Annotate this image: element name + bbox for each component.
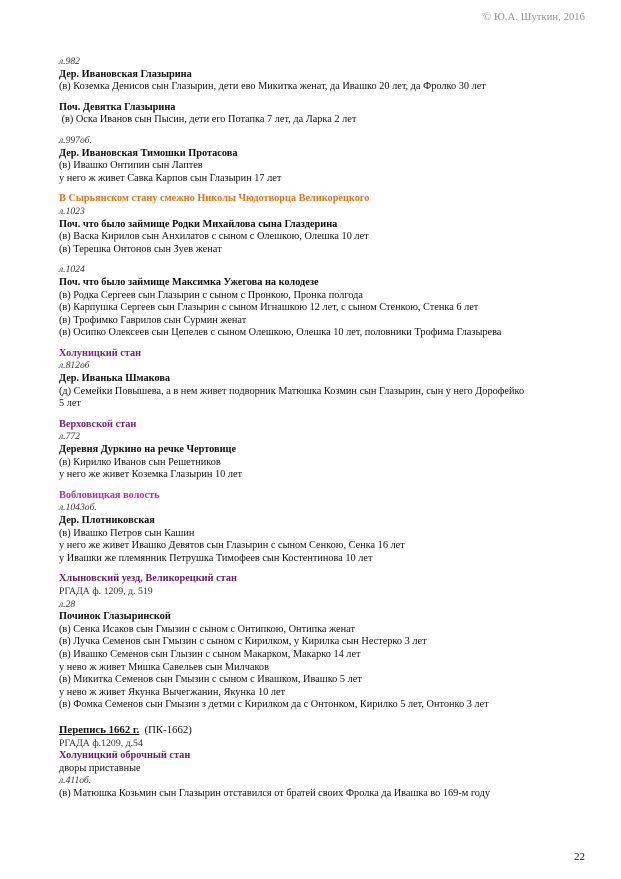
copyright: © Ю.А. Шуткин, 2016 [483, 12, 585, 23]
household-line: (в) Оска Иванов сын Пысин, дети его Потапка 7 лет, да Ларка 2 лет [59, 114, 357, 126]
archive-ref: РГАДА ф. 1209, д. 519 [59, 585, 153, 597]
section-title: Холуницкий оброчный стан [59, 750, 191, 762]
census-1662 [59, 724, 589, 801]
folio-ref: л.982 [59, 56, 80, 67]
household-line: (в) Ивашко Семенов сын Глызин с сыном Макарком, Макарко 14 лет [59, 648, 361, 660]
section-verkhov [59, 419, 589, 482]
village-name: Починок Глазыринской [59, 611, 171, 623]
folio-ref: л.411об. [59, 775, 92, 787]
household-line: (в) Фомка Семенов сын Гмызин з детми с Кирилком да с Онтонком, Кирилко 5 лет, Онтонко 3 лет [59, 699, 489, 711]
section-khlyn [59, 573, 589, 712]
household-line: (в) Матюшка Козьмин сын Глазырин отставился от братей своих Фролка да Ивашка во 169-м году [59, 787, 491, 799]
census-code: (ПК-1662) [144, 723, 192, 736]
household-line: у него ж живет Савка Карпов сын Глазырин 17 лет [59, 172, 282, 184]
section-title: Верховской стан [59, 418, 137, 430]
village-name: Деревня Дуркино на речке Чертовице [59, 444, 237, 456]
household-line: у Ивашки же племянник Петрушка Тимофеев сын Костентинова 10 лет [59, 552, 373, 564]
folio-ref: л.812об [59, 360, 90, 372]
section-title: В Сырьянском стану смежно Николы Чюдотворца Великорецкого [59, 193, 370, 205]
folio-ref: л.997об. [59, 134, 92, 146]
entry-ivanovskaya-protasova [59, 135, 589, 185]
village-name: Поч. что было займище Максимка Ужегова на колодезе [59, 276, 319, 288]
census-title: Перепись 1662 г. [59, 723, 140, 736]
entry-ujegova [59, 264, 589, 340]
village-name: Поч. Девятка Глазырина [59, 101, 176, 113]
household-line: (в) Ивашко Петров сын Кашин [59, 527, 195, 539]
folio-ref: л.1023 [59, 205, 85, 217]
census-heading [59, 724, 589, 738]
household-line: (в) Родка Сергеев сын Глазырин с сыном с Пронкою, Пронка полгода [59, 289, 363, 301]
household-line: у него же живет Коземка Глазырин 10 лет [59, 469, 243, 481]
archive-ref: РГАДА ф.1209, д.54 [59, 737, 143, 749]
household-line: у него же живет Ивашко Девятов сын Глазырин с сыном Сенкою, Сенка 16 лет [59, 540, 405, 552]
folio-ref: л.1024 [59, 264, 85, 276]
section-syryan [59, 193, 589, 256]
household-line: (в) Ивашко Онтипин сын Лаптев [59, 160, 203, 172]
village-name: Дер. Иванька Шмакова [59, 373, 171, 385]
household-type: дворы приставные [59, 762, 141, 774]
document-body [59, 56, 589, 808]
entry-ivanovskaya-glazyrina [59, 56, 589, 94]
household-line: (в) Карпушка Сергеев сын Глазырин с сыном Игнашкою 12 лет, с сыном Стенкою, Стенка 6 лет [59, 302, 479, 314]
section-title: Хлыновский уезд, Великорецкий стан [59, 573, 237, 585]
household-line: (д) Семейки Повышева, а в нем живет подворник Матюшка Козмин сын Глазырин, сын у него Дорофейко [59, 385, 525, 397]
household-line: (в) Кирилко Иванов сын Решетников [59, 456, 221, 468]
household-line: (в) Сенка Исаков сын Гмызин с сыном с Онтипкою, Онтипка женат [59, 623, 355, 635]
household-line: (в) Осипко Олексеев сын Цепелев с сыном Олешкою, Олешка 10 лет, половники Трофима Глазырева [59, 327, 502, 339]
village-name: Дер. Ивановская Тимошки Протасова [59, 147, 238, 159]
section-voblov [59, 490, 589, 566]
household-line: (в) Микитка Семенов сын Гмызин с сыном с Ивашком, Ивашко 5 лет [59, 674, 362, 686]
household-line: 5 лет [59, 398, 81, 410]
entry-devyatka-glazyrina [59, 102, 589, 127]
folio-ref: л.28 [59, 598, 76, 610]
section-title: Вобловицкая волость [59, 489, 160, 501]
household-line: (в) Коземка Денисов сын Глазырин, дети ево Микитка женат, да Ивашко 20 лет, да Фролко 30 лет [59, 81, 486, 93]
section-kholun [59, 348, 589, 411]
page-number: 22 [574, 851, 585, 863]
household-line: (в) Васка Кирилов сын Анхилатов с сыном с Олешкою, Олешка 10 лет [59, 231, 369, 243]
folio-ref: л.772 [59, 431, 80, 443]
household-line: (в) Трофимко Гаврилов сын Сурмин женат [59, 314, 247, 326]
folio-ref: л.1043об. [59, 502, 97, 514]
village-name: Поч. что было займище Родки Михайлова сына Глаздерина [59, 218, 338, 230]
household-line: (в) Терешка Онтонов сын Зуев женат [59, 243, 222, 255]
village-name: Дер. Плотниковская [59, 515, 155, 526]
household-line: у нево ж живет Якунка Вычегжанин, Якунка 10 лет [59, 686, 286, 698]
section-title: Холуницкий стан [59, 347, 142, 359]
village-name: Дер. Ивановская Глазырина [59, 68, 192, 80]
household-line: (в) Лучка Семенов сын Гмызин с сыном с Кирилком, у Кирилка сын Нестерко 3 лет [59, 636, 427, 648]
household-line: у нево ж живет Мишка Савельев сын Милчаков [59, 661, 269, 673]
